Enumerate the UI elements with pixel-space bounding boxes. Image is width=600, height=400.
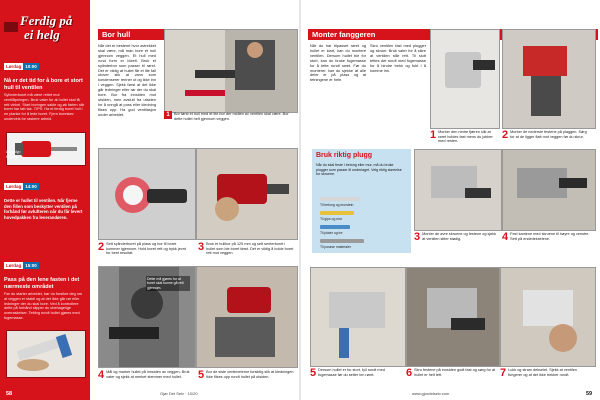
right-step-1-photo (430, 29, 500, 129)
series-logo (4, 6, 84, 50)
plug-icon (320, 197, 360, 201)
page-number-right: 59 (586, 391, 593, 397)
plug-icon (320, 211, 354, 215)
sidebar-block-3 (4, 257, 86, 321)
plug-label: Til porøse materialer (320, 245, 351, 249)
plug-icon (320, 225, 350, 229)
step-1-caption: Bor først et hull med et lite bor der midten av ventilen skal være. Bor dette hullet helt gjennom veggen. (174, 112, 289, 121)
right-step-7-caption: 7 Lukk og stram dekselet. Sjekk at ventilen fungerer og at det ikke trekker rundt. (500, 367, 577, 379)
tip-body: Når du skal feste i betong eller mur, må du bruke plugger som passer til underlaget. Velg riktig størrelse for skruene. (316, 163, 402, 176)
step-2-caption: 2 Sett sylinderboret på plass og bor til boret kommer igjennom. Hold boret rett og trykk jevnt for best resultat. (98, 241, 186, 256)
plug-icon (320, 239, 364, 243)
intro-left: Når det er bestemt hvor avtrekket skal være, må man bore et hull gjennom veggen. Et hull med rund form er ideelt. Bruk et sylinderbor som passer til røret. Det er viktig at hullet får et lite fall utover slik at vann som kondenserer renner ut og ikke inn i veggen. Sjekk først at det ikke går ledninger eller rør der du skal bore. Bor fra innsiden mot utsiden, men avslutt fra utsiden for å unngå at puss eller kledning flises opp. Ha god ventilasjon under arbeidet. (98, 44, 156, 117)
right-step-2-photo (502, 29, 596, 129)
plug-label: Til plater og tre (320, 231, 343, 235)
step-1-photo (164, 29, 298, 113)
sidebar-headline: Dette er hullet til ventilen. Når fjerne den fillen som beskytter ventilen på forhånd før avlufteren når du får levert hovedpakken fra leverandøren. (4, 198, 83, 220)
sidebar-body: Sylinderboret må være rettet mot ventilåpningen. Bruk vater for at hullet skal få rett vinkel. Start boringen sakte og øk farten når boret har tatt tak. TIPS: Ha et ferdig boret hull i en planke for å lede boret. Fjern borestøv underveis for raskere arbeid. (4, 93, 85, 121)
drill-label-1: Lang dyp (6, 150, 21, 154)
right-step-6-caption: 6 Skru festene på innsiden godt fast og sørg for at hullet er helt tett. (406, 367, 496, 379)
step-3-caption: 3 Bruk et hullbor på 125 mm og sett senterboret i hullet som ble boret først. Det er viktig å holde boret rett mot veggen. (198, 241, 294, 256)
section-title-left: Bor hull (98, 29, 168, 40)
right-step-1-caption: 1 Monter den nedre fjæren slik at røret holdes fast mens du jobber med resten. (430, 129, 493, 144)
page-number-left: 58 (6, 391, 13, 397)
sidebar-block-1 (4, 58, 86, 122)
caulking-photo (6, 330, 86, 378)
right-step-7-photo (500, 267, 596, 367)
step-5-caption: 5 Bor de siste centimeterne forsiktig slik at kledningen ikke flises opp rundt hullet på utsiden. (198, 369, 294, 381)
step-5-photo (196, 266, 298, 368)
intro-right-col2: Skru ventilen fast med plugger og skruer. Bruk vater for å sikre at ventilen står rett. Til slutt tettes det rundt med fugemasse for å hindre trekk og fukt i å komme inn. (370, 44, 426, 73)
tip-box (312, 149, 411, 253)
hole-saw-photo (6, 132, 86, 166)
folio-right: www.gjordetselv.com (412, 391, 450, 396)
right-step-5-photo (310, 267, 406, 367)
step-4-caption: 4 Mål og marker hullet på innsiden av veggen. Bruk vater og sjekk at merket stemmer med hullet. (98, 369, 190, 381)
right-step-4-caption: 4 Fest kantene med skruene til høyre og venstre. Sett på endedekselene. (502, 231, 590, 243)
step-2-photo (98, 148, 196, 240)
right-step-5-caption: 5 Dersom hullet er for stort, fyll rundt med fugemasse før du setter inn røret. (310, 367, 385, 379)
section-title-right: Monter fanggeren (308, 29, 598, 40)
plug-label: Til gips og mur (320, 217, 343, 221)
drill-label-2: Hullsag (6, 155, 18, 159)
right-step-4-photo (502, 149, 596, 231)
sidebar-headline: Pass på den lene fasten i det nærmeste området (4, 277, 80, 290)
page-gutter (299, 0, 301, 400)
right-step-3-caption: 3 Monter de øvre skruene og festene og sjekk at ventilen sitter stødig. (414, 231, 497, 243)
plug-label: Til betong og murstein (320, 203, 354, 207)
series-title-line1: Ferdig på (20, 13, 73, 28)
folio-left: Gjør Det Selv · 10/20 (160, 391, 198, 396)
series-title-line2: ei helg (24, 27, 60, 42)
sidebar-body: Før du starter arbeidet, bør du forsikre deg om at veggen er stabil og at det ikke går rør eller ledninger der du skal bore. Ved å kontrollere dette på forhånd slipper du ubehagelige overraskelser. Tetting rundt hullet gjøres med fugemasse. (4, 292, 83, 320)
step-1-badge: 1 (164, 111, 172, 119)
time-tag: Lørdag 14:00 (6, 184, 37, 190)
tip-title: Bruk riktig plugg (316, 152, 372, 159)
photo-note: Dette må gjøres for at boret skal kunne gå rett gjennom. (146, 276, 190, 291)
step-3-photo (196, 148, 298, 240)
right-step-3-photo (414, 149, 502, 231)
intro-right-col1: Når du har tilpasset røret og hullet er klart, kan du montere ventilen. Dersom hullet ble for stort, kan du bruke fugemasse for å tette rundt røret. Før du monterer, bør du sjekke at alle deler er på plass og at tetningene er hele. (310, 44, 366, 83)
right-step-6-photo (406, 267, 500, 367)
sidebar-block-2 (4, 178, 86, 220)
sidebar (0, 0, 90, 400)
time-tag: Lørdag 10:00 (6, 64, 37, 70)
time-tag: Lørdag 15:00 (6, 263, 37, 269)
sidebar-headline: Nå er det tid for å bore et stort hull til ventilen (4, 78, 83, 91)
ribbon-icon (4, 22, 18, 32)
right-step-2-caption: 2 Monter de nederste festene på plaggen. Sørg for at de ligger flatt mot veggen før du skrur. (502, 129, 587, 141)
